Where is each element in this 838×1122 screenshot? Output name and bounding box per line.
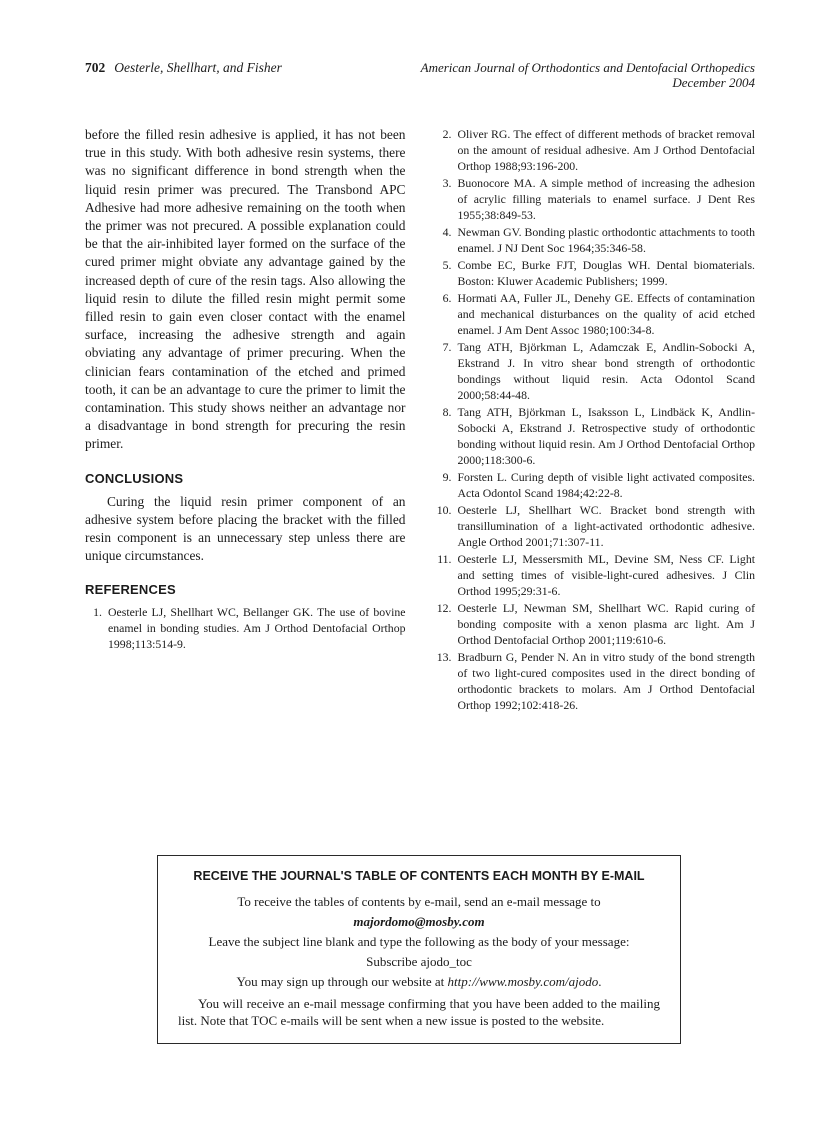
reference-item: [435, 404, 756, 468]
conclusions-paragraph: Curing the liquid resin primer component of an adhesive system before placing the bracket with the filled resin component is an unnecessary step unless there are unique circumstances.: [85, 493, 406, 564]
toc-intro-line: To receive the tables of contents by e-mail, send an e-mail message to: [237, 894, 601, 909]
reference-number: 8.: [442, 405, 452, 419]
toc-signup-suffix: .: [598, 974, 602, 989]
reference-number: 10.: [436, 503, 452, 517]
toc-signup-line: [178, 972, 660, 992]
reference-item: [435, 600, 756, 648]
reference-number: 1.: [93, 605, 102, 620]
reference-number: 6.: [442, 291, 452, 305]
running-header-left: [85, 60, 282, 75]
reference-item: [85, 604, 406, 652]
reference-text: Buonocore MA. A simple method of increasing the adhesion of acrylic filling materials to enamel surface. J Dent Res 1955;38:849-53.: [457, 176, 755, 222]
reference-text: Bradburn G, Pender N. An in vitro study of the bond strength of two light-cured composites used in the direct bonding of orthodontic brackets to molars. Am J Orthod Dentofacial Orthop 1992;102:418-26.: [457, 650, 755, 712]
running-authors: Oesterle, Shellhart, and Fisher: [114, 60, 282, 75]
reference-text: Oesterle LJ, Messersmith ML, Devine SM, Ness CF. Light and setting times of visible-light-cured adhesives. J Clin Orthod 1995;29:31-6.: [457, 552, 755, 598]
reference-number: 5.: [442, 258, 452, 272]
conclusions-heading: CONCLUSIONS: [85, 470, 184, 486]
right-column: [435, 126, 756, 714]
left-column: [85, 126, 406, 653]
discussion-paragraph: before the filled resin adhesive is applied, it has not been true in this study. With both adhesive resin systems, there was no significant difference in bond strength when the liquid resin primer was precured. The Transbond APC Adhesive had more adhesive remaining on the tooth when the primer was not precured. A possible explanation could be that the air-inhibited layer formed on the surface of the cured primer might obviate any advantage gained by the increased depth of cure of the resin tags. Also allowing the liquid resin to dilute the filled resin might permit some filled resin to gain even closer contact with the enamel surface, increasing the adhesive strength and again obviating any advantage of primer precuring. When the clinician fears contamination of the etched and primed tooth, it can be an advantage to cure the primer to limit the contamination. This study shows neither an advantage nor a disadvantage in bond strength for precuring the resin primer.: [85, 127, 406, 452]
toc-subscribe-command: Subscribe ajodo_toc: [366, 954, 472, 969]
reference-number: 11.: [437, 552, 452, 566]
journal-name: American Journal of Orthodontics and Dentofacial Orthopedics: [420, 60, 755, 75]
reference-number: 3.: [442, 176, 452, 190]
reference-item: [435, 502, 756, 550]
toc-email-address: majordomo@mosby.com: [353, 914, 485, 929]
references-list-right: [435, 126, 756, 713]
reference-item: [435, 339, 756, 403]
reference-text: Tang ATH, Björkman L, Isaksson L, Lindbäck K, Andlin-Sobocki A, Ekstrand J. Retrospective study of orthodontic bonding without liquid resin. Am J Orthod Dentofacial Orthop 2000;118:300-6.: [457, 405, 755, 467]
toc-website-url: http://www.mosby.com/ajodo: [447, 974, 599, 989]
reference-item: [435, 290, 756, 338]
reference-item: [435, 224, 756, 256]
running-header: [85, 60, 755, 90]
issue-date: December 2004: [672, 75, 755, 90]
reference-text: Oliver RG. The effect of different methods of bracket removal on the amount of residual adhesive. Am J Orthod Dentofacial Orthop 1988;93:196-200.: [457, 127, 755, 173]
reference-item: [435, 649, 756, 713]
reference-text: Forsten L. Curing depth of visible light activated composites. Acta Odontol Scand 1984;42:22-8.: [457, 470, 755, 500]
two-column-layout: [85, 126, 755, 714]
reference-item: [435, 126, 756, 174]
toc-confirmation-text: You will receive an e-mail message confirming that you have been added to the mailing list. Note that TOC e-mails will be sent when a new issue is posted to the website.: [178, 996, 660, 1028]
toc-instruction-line: Leave the subject line blank and type the following as the body of your message:: [208, 934, 630, 949]
journal-page: [85, 60, 755, 714]
reference-text: Oesterle LJ, Shellhart WC. Bracket bond strength with transillumination of a light-activated orthodontic adhesive. Angle Orthod 2001;71:307-11.: [457, 503, 755, 549]
toc-box-title: RECEIVE THE JOURNAL'S TABLE OF CONTENTS EACH MONTH BY E-MAIL: [193, 869, 645, 883]
toc-signup-prefix: You may sign up through our website at: [236, 974, 448, 989]
reference-item: [435, 551, 756, 599]
reference-text: Combe EC, Burke FJT, Douglas WH. Dental biomaterials. Boston: Kluwer Academic Publishers; 1999.: [457, 258, 755, 288]
reference-text: Hormati AA, Fuller JL, Denehy GE. Effects of contamination and mechanical disturbances on the quality of acid etched enamel. J Am Dent Assoc 1980;100:34-8.: [457, 291, 755, 337]
reference-number: 7.: [442, 340, 452, 354]
references-list-left: [85, 604, 406, 652]
reference-item: [435, 469, 756, 501]
page-number: 702: [85, 60, 106, 75]
toc-subscription-box: [157, 855, 681, 1044]
running-header-right: [421, 60, 755, 90]
reference-item: [435, 175, 756, 223]
reference-text: Tang ATH, Björkman L, Adamczak E, Andlin-Sobocki A, Ekstrand J. In vitro shear bond strength of orthodontic bondings without liquid resin. Acta Odontol Scand 2000;58:44-48.: [457, 340, 755, 402]
reference-text: Oesterle LJ, Shellhart WC, Bellanger GK. The use of bovine enamel in bonding studies. Am J Orthod Dentofacial Orthop 1998;113:514-9.: [108, 605, 406, 652]
reference-number: 4.: [442, 225, 452, 239]
reference-number: 12.: [436, 601, 452, 615]
reference-text: Oesterle LJ, Newman SM, Shellhart WC. Rapid curing of bonding composite with a xenon plasma arc light. Am J Orthod Dentofacial Orthop 2001;119:610-6.: [457, 601, 755, 647]
reference-item: [435, 257, 756, 289]
references-heading: REFERENCES: [85, 582, 176, 598]
reference-number: 13.: [436, 650, 452, 664]
reference-text: Newman GV. Bonding plastic orthodontic attachments to tooth enamel. J NJ Dent Soc 1964;35:346-58.: [457, 225, 755, 255]
reference-number: 2.: [442, 127, 452, 141]
reference-number: 9.: [442, 470, 452, 484]
